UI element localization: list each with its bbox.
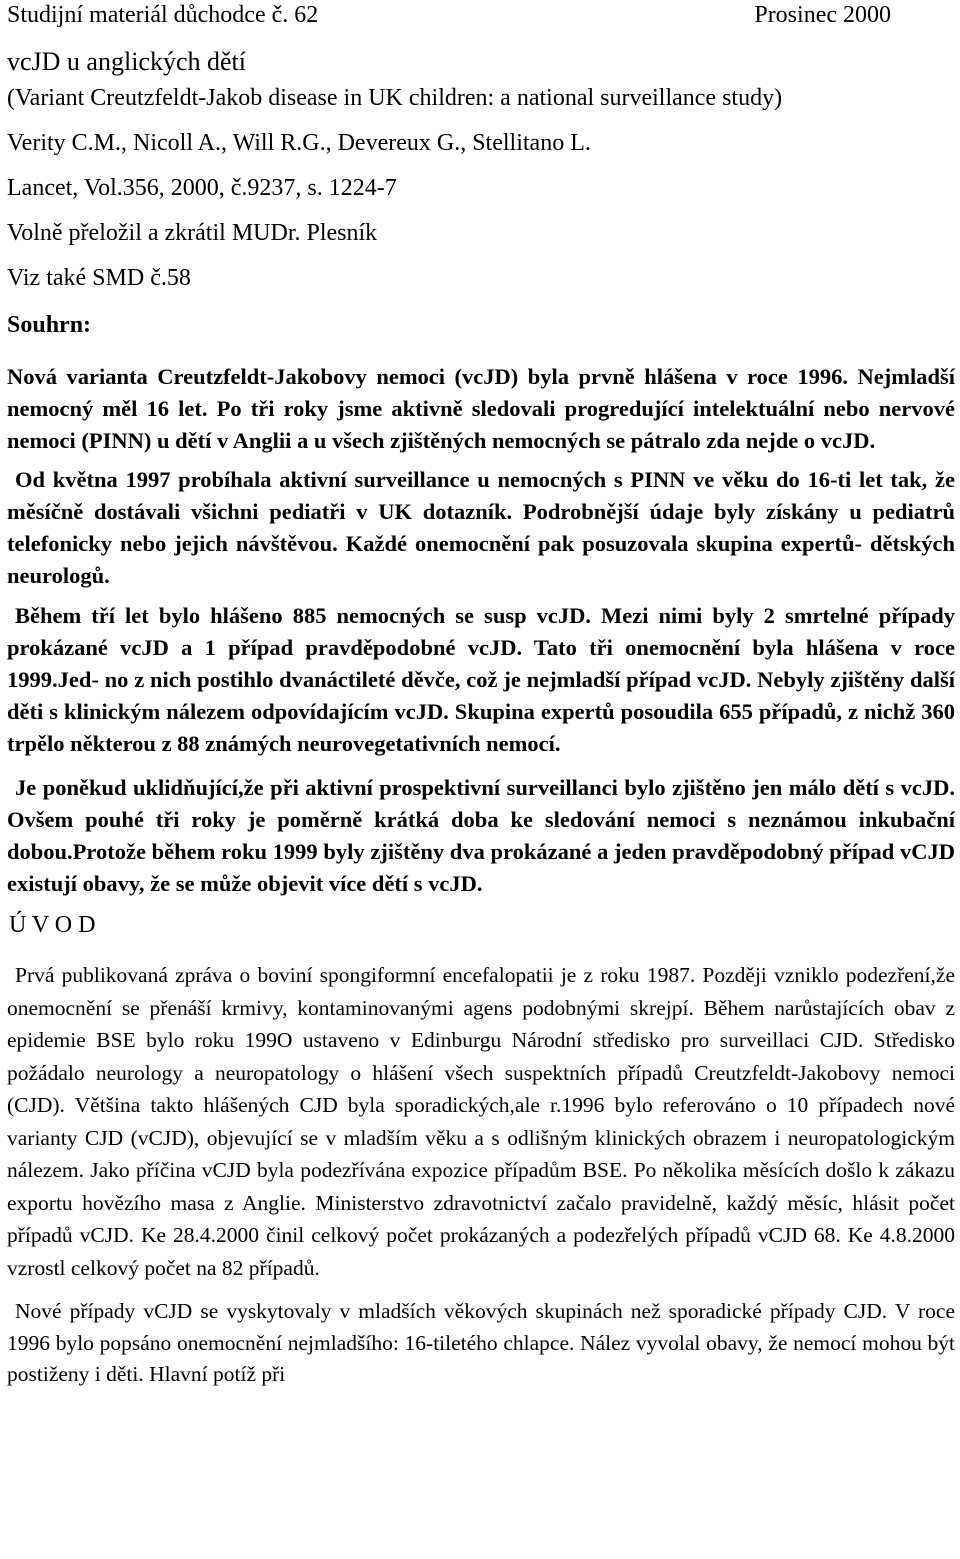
see-also: Viz také SMD č.58 [7,265,191,291]
intro-heading: Ú V O D [9,912,96,938]
intro-paragraph-1: Prvá publikovaná zpráva o boviní spongiformní encefalopatii je z roku 1987. Později vzniklo podezření,že onemocnění se přenáší krmivy, kontaminovanými agens podobnými skrejpí. Během narůstajících obav z epidemie BSE bylo roku 199O ustaveno v Edinburgu Národní středisko pro surveillaci CJD. Středisko požádalo neurology a neuropatology o hlášení všech suspektních případů Creutzfeldt-Jakobovy nemoci (CJD). Většina takto hlášených CJD byla sporadických,ale r.1996 bylo referováno o 10 případech nové varianty CJD (vCJD), objevující se v mladším věku a s odlišným klinických obrazem i neuropatologickým nálezem. Jako příčina vCJD byla podezřívána expozice případům BSE. Po několika měsících došlo k zákazu exportu hovězího masa z Anglie. Ministerstvo zdravotnictví začalo pravidelně, každý měsíc, hlásit počet případů vCJD. Ke 28.4.2000 činil celkový počet prokázaných a podezřelých případů vCJD 68. Ke 4.8.2000 vzrostl celkový počet na 82 případů. [7,963,955,1280]
intro-paragraph-2: Nové případy vCJD se vyskytovaly v mladších věkových skupinách než sporadické případy CJD. V roce 1996 bylo popsáno onemocnění nejmladšího: 16-tiletého chlapce. Nález vyvolal obavy, že nemocí mohou být postiženy i děti. Hlavní potíž při [7,1299,955,1386]
series-label: Studijní materiál důchodce č. 62 [7,2,319,28]
citation: Lancet, Vol.356, 2000, č.9237, s. 1224-7 [7,175,397,201]
authors: Verity C.M., Nicoll A., Will R.G., Devereux G., Stellitano L. [7,130,591,156]
summary-label: Souhrn: [7,312,92,338]
summary-paragraph-2: Od května 1997 probíhala aktivní surveillance u nemocných s PINN ve věku do 16-ti let tak, že měsíčně dostávali všichni pediatři v UK dotazník. Podrobnější údaje byly získány u pediatrů telefonicky nebo jejich návštěvou. Každé onemocnění pak posuzovala skupina expertů- dětských neurologů. [7,467,955,588]
original-title: (Variant Creutzfeldt-Jakob disease in UK children: a national surveillance study) [7,85,783,111]
summary-paragraph-4: Je poněkud uklidňující,že při aktivní prospektivní surveillanci bylo zjištěno jen málo dětí s vcJD. Ovšem pouhé tři roky je poměrně krátká doba ke sledování nemoci s neznámou inkubační dobou.Protože během roku 1999 byly zjištěny dva prokázané a jeden pravděpodobný případ vCJD existují obavy, že se může objevit více dětí s vcJD. [7,775,955,896]
document-page [7,0,955,1391]
translator-note: Volně přeložil a zkrátil MUDr. Plesník [7,220,378,246]
page-header [7,0,891,30]
summary-paragraph-3: Během tří let bylo hlášeno 885 nemocných se susp vcJD. Mezi nimi byly 2 smrtelné případy prokázané vcJD a 1 případ pravděpodobné vcJD. Tato tři onemocnění byla hlášena v roce 1999.Jed- no z nich postihlo dvanáctileté děvče, což je nejmladší případ vcJD. Nebyly zjištěny další děti s klinickým nálezem odpovídajícím vcJD. Skupina expertů posoudila 655 případů, z nichž 360 trpělo některou z 88 známých neurovegetativních nemocí. [7,603,955,756]
article-title: vcJD u anglických dětí [7,47,246,76]
issue-date: Prosinec 2000 [754,2,891,28]
summary-paragraph-1: Nová varianta Creutzfeldt-Jakobovy nemoci (vcJD) byla prvně hlášena v roce 1996. Nejmladší nemocný měl 16 let. Po tři roky jsme aktivně sledovali progredující intelektuální nebo nervové nemoci (PINN) u dětí v Anglii a u všech zjištěných nemocných se pátralo zda nejde o vcJD. [7,364,955,453]
